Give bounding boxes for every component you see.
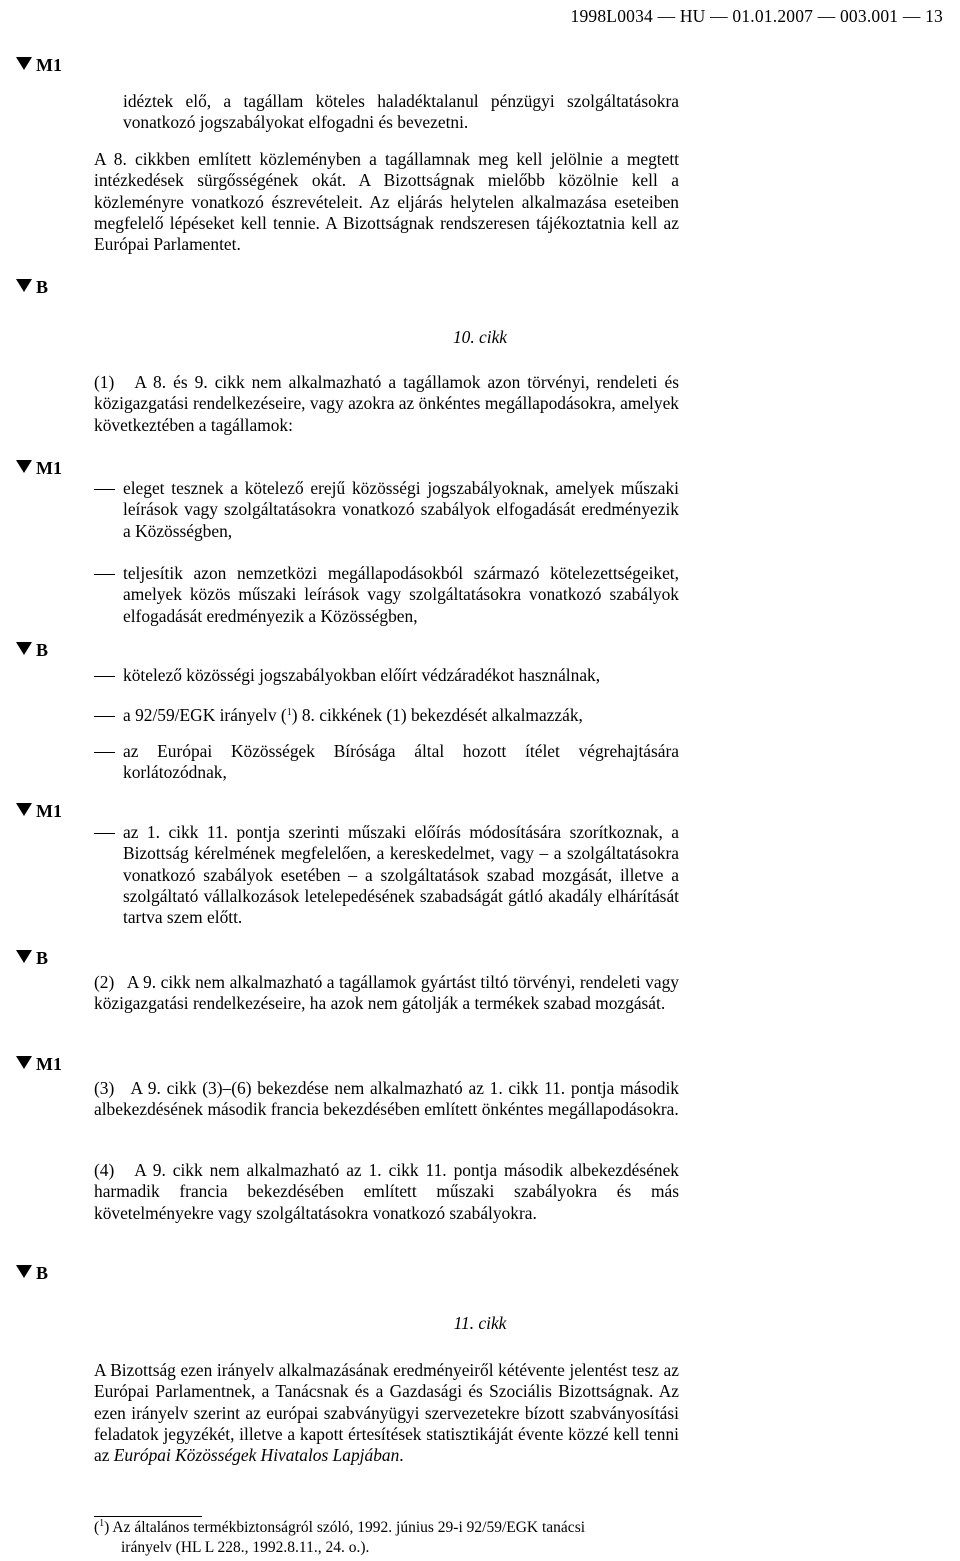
triangle-down-icon	[16, 57, 32, 70]
marker-m1: M1	[16, 458, 62, 479]
marker-m1: M1	[16, 55, 62, 76]
dash-icon	[94, 716, 115, 717]
dash-icon	[94, 489, 115, 490]
triangle-down-icon	[16, 460, 32, 473]
footnote-ref: 1	[286, 707, 292, 718]
page-header: 1998L0034 — HU — 01.01.2007 — 003.001 — 13	[570, 6, 943, 26]
list-item: eleget tesznek a kötelező erejű közösségi jogszabályoknak, amelyek műszaki leírások vagy szolgáltatásokra vonatkozó szabályok elfogadását eredményezik a Közösségben,	[123, 478, 679, 541]
triangle-down-icon	[16, 803, 32, 816]
triangle-down-icon	[16, 1056, 32, 1069]
list-item: az 1. cikk 11. pontja szerinti műszaki előírás módosítására szorítkoznak, a Bizottság kérelmének megfelelően, a kereskedelmet, vagy – a szolgáltatásokra vonatkozó szabályok esetében – a szolgáltatások szabad mozgását, illetve a szolgáltató vállalkozások letelepedésének szabadságát gátló akadály elhárítását tartva szem előtt.	[123, 822, 679, 928]
triangle-down-icon	[16, 1265, 32, 1278]
triangle-down-icon	[16, 950, 32, 963]
marker-b: B	[16, 277, 48, 298]
marker-b: B	[16, 1263, 48, 1284]
dash-icon	[94, 574, 115, 575]
list-item: teljesítik azon nemzetközi megállapodásokból származó kötelezettségeiket, amelyek közös műszaki leírások vagy szolgáltatásokra vonatkozó szabályok elfogadását eredményezik a Közösségben,	[123, 563, 679, 626]
list-item: a 92/59/EGK irányelv ($^1$) 8. cikkének (1) bekezdését alkalmazzák,	[123, 705, 583, 725]
dash-icon	[94, 752, 115, 753]
dash-icon	[94, 676, 115, 677]
paragraph: (4) A 9. cikk nem alkalmazható az 1. cikk 11. pontja második albekezdésének harmadik francia bekezdésében említett műszaki szabályokra és más követelményekre vagy szolgáltatásokra vonatkozó szabályokra.	[94, 1160, 684, 1223]
paragraph: idéztek elő, a tagállam köteles haladéktalanul pénzügyi szolgáltatásokra vonatkozó jogszabályokat elfogadni és bevezetni.	[123, 91, 679, 133]
paragraph: (1) A 8. és 9. cikk nem alkalmazható a tagállamok azon törvényi, rendeleti és közigazgatási rendelkezéseire, vagy azokra az önkéntes megállapodásokra, amelyek következtében a tagállamok:	[94, 372, 684, 435]
paragraph: A Bizottság ezen irányelv alkalmazásának eredményeiről kétévente jelentést tesz az Európai Parlamentnek, a Tanácsnak és a Gazdasági és Szociális Bizottságnak. Az ezen irányelv szerint az európai szabványügyi szervezetekre bízott szabványosítási feladatok jegyzékét, illetve a kapott értesítések statisztikáját évente közzé kell tenni az Európai Közösségek Hivatalos Lapjában.	[94, 1360, 679, 1466]
article-heading: 10. cikk	[452, 327, 508, 347]
marker-m1: M1	[16, 801, 62, 822]
article-heading: 11. cikk	[453, 1313, 507, 1333]
marker-b: B	[16, 640, 48, 661]
marker-b: B	[16, 948, 48, 969]
dash-icon	[94, 833, 115, 834]
paragraph: (2) A 9. cikk nem alkalmazható a tagállamok gyártást tiltó törvényi, rendeleti vagy közigazgatási rendelkezéseire, ha azok nem gátolják a termékek szabad mozgását.	[94, 972, 684, 1014]
footnote-divider	[94, 1516, 202, 1517]
triangle-down-icon	[16, 279, 32, 292]
paragraph: (3) A 9. cikk (3)–(6) bekezdése nem alkalmazható az 1. cikk 11. pontja második albekezdésének második francia bekezdésében említett önkéntes megállapodásokra.	[94, 1078, 684, 1120]
marker-m1: M1	[16, 1054, 62, 1075]
footnote: ($^1$) Az általános termékbiztonságról szóló, 1992. június 29-i 92/59/EGK tanácsi irányelv (HL L 228., 1992.8.11., 24. o.).	[94, 1518, 586, 1556]
paragraph: A 8. cikkben említett közleményben a tagállamnak meg kell jelölnie a megtett intézkedések sürgősségének okát. A Bizottságnak mielőbb közölnie kell a közleményre vonatkozó észrevételeit. Az eljárás helytelen alkalmazása eseteiben megfelelő lépéseket kell tennie. A Bizottságnak rendszeresen tájékoztatnia kell az Európai Parlamentet.	[94, 149, 679, 255]
list-item: kötelező közösségi jogszabályokban előírt védzáradékot használnak,	[123, 665, 601, 685]
triangle-down-icon	[16, 642, 32, 655]
list-item: az Európai Közösségek Bírósága által hozott ítélet végrehajtására korlátozódnak,	[123, 741, 679, 783]
